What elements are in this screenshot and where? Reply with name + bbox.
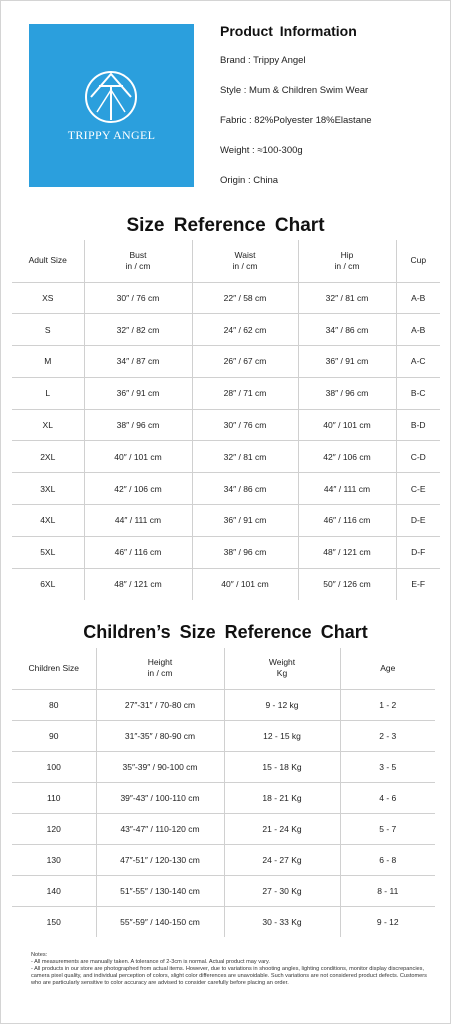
children-header-text: Weight	[268, 657, 296, 668]
adult-header-text: Bust	[129, 249, 147, 260]
children-header-text: in / cm	[147, 668, 173, 679]
children-table-cell: 24 - 27 Kg	[224, 844, 340, 875]
children-table-cell: 90	[12, 720, 96, 751]
adult-table-cell: 44″ / 111 cm	[84, 505, 192, 537]
adult-table-cell: 38″ / 96 cm	[84, 409, 192, 441]
children-chart-title: Children’s Size Reference Chart	[83, 622, 368, 642]
adult-table-cell: 34″ / 87 cm	[84, 346, 192, 378]
children-header-row	[12, 648, 435, 689]
adult-table-cell: C-E	[396, 473, 440, 505]
children-table-cell: 30 - 33 Kg	[224, 906, 340, 937]
children-table-cell: 4 - 6	[340, 782, 435, 813]
adult-table-cell: 24″ / 62 cm	[192, 314, 298, 346]
children-header-text: Children Size	[28, 662, 80, 673]
children-table-cell: 9 - 12 kg	[224, 689, 340, 720]
adult-table-cell: XS	[12, 282, 84, 314]
adult-table-cell: A-C	[396, 346, 440, 378]
children-table-cell: 39″-43″ / 100-110 cm	[96, 782, 224, 813]
notes-block	[31, 952, 436, 987]
adult-table-cell: 6XL	[12, 568, 84, 600]
children-table-cell: 43″-47″ / 110-120 cm	[96, 813, 224, 844]
adult-table-row	[12, 346, 440, 378]
adult-table-cell: A-B	[396, 314, 440, 346]
children-table-cell: 27 - 30 Kg	[224, 875, 340, 906]
children-table-cell: 9 - 12	[340, 906, 435, 937]
adult-table-cell: 5XL	[12, 536, 84, 568]
children-table-cell: 110	[12, 782, 96, 813]
children-table-row	[12, 906, 435, 937]
adult-header-cell	[84, 240, 192, 282]
adult-table-cell: 48″ / 121 cm	[84, 568, 192, 600]
adult-table-cell: 50″ / 126 cm	[298, 568, 396, 600]
children-header-text: Height	[147, 657, 173, 668]
children-header-cell	[96, 648, 224, 689]
notes-heading: Notes:	[31, 952, 48, 958]
children-table-cell: 47″-51″ / 120-130 cm	[96, 844, 224, 875]
adult-table-cell: 40″ / 101 cm	[298, 409, 396, 441]
info-fabric: Fabric : 82%Polyester 18%Elastane	[220, 115, 372, 126]
children-table-row	[12, 782, 435, 813]
adult-table-cell: 36″ / 91 cm	[192, 505, 298, 537]
adult-table-cell: 32″ / 81 cm	[192, 441, 298, 473]
info-style: Style : Mum & Children Swim Wear	[220, 85, 369, 96]
adult-table-row	[12, 377, 440, 409]
adult-table-row	[12, 505, 440, 537]
children-table-cell: 140	[12, 875, 96, 906]
children-size-table	[12, 648, 435, 937]
adult-table-cell: 40″ / 101 cm	[84, 441, 192, 473]
children-table-cell: 12 - 15 kg	[224, 720, 340, 751]
children-table-row	[12, 844, 435, 875]
adult-header-text: in / cm	[125, 260, 151, 271]
adult-header-cell	[396, 240, 440, 282]
children-header-cell	[224, 648, 340, 689]
children-table-cell: 21 - 24 Kg	[224, 813, 340, 844]
adult-table-cell: 34″ / 86 cm	[298, 314, 396, 346]
adult-chart-title: Size Reference Chart	[126, 215, 325, 236]
children-header-cell	[12, 648, 96, 689]
adult-table-cell: S	[12, 314, 84, 346]
adult-table-cell: 46″ / 116 cm	[84, 536, 192, 568]
adult-table-cell: 32″ / 81 cm	[298, 282, 396, 314]
adult-table-cell: D-F	[396, 536, 440, 568]
children-table-cell: 15 - 18 Kg	[224, 751, 340, 782]
children-table-cell: 31″-35″ / 80-90 cm	[96, 720, 224, 751]
adult-table-cell: 22″ / 58 cm	[192, 282, 298, 314]
children-table-cell: 8 - 11	[340, 875, 435, 906]
adult-header-text: Adult Size	[28, 255, 67, 266]
adult-table-cell: 26″ / 67 cm	[192, 346, 298, 378]
adult-table-cell: 48″ / 121 cm	[298, 536, 396, 568]
adult-table-cell: B-C	[396, 377, 440, 409]
children-header-text: Age	[380, 662, 396, 673]
adult-size-table	[12, 240, 440, 600]
adult-header-text: Cup	[410, 255, 427, 266]
adult-table-cell: 36″ / 91 cm	[84, 377, 192, 409]
adult-header-cell	[298, 240, 396, 282]
children-table-cell: 80	[12, 689, 96, 720]
adult-table-row	[12, 536, 440, 568]
adult-table-row	[12, 473, 440, 505]
children-table-row	[12, 813, 435, 844]
adult-table-cell: 2XL	[12, 441, 84, 473]
adult-table-cell: B-D	[396, 409, 440, 441]
notes-line-2: - All products in our store are photographed from actual items. However, due to variations in shooting angles, lighting conditions, monitor display discrepancies, camera pixel quality, and individual perception of colors, slight color differences are unavoidable. Such variations are not considered product defects. Customers who are particularly sensitive to color accuracy are advised to consider carefully before placing an order.	[31, 966, 427, 986]
adult-table-cell: 44″ / 111 cm	[298, 473, 396, 505]
adult-table-cell: 3XL	[12, 473, 84, 505]
adult-table-cell: M	[12, 346, 84, 378]
children-table-row	[12, 751, 435, 782]
product-info-title: Product Information	[220, 23, 357, 39]
adult-header-text: Hip	[340, 249, 354, 260]
adult-table-cell: C-D	[396, 441, 440, 473]
adult-header-cell	[12, 240, 84, 282]
info-brand: Brand : Trippy Angel	[220, 55, 306, 66]
children-table-cell: 5 - 7	[340, 813, 435, 844]
children-table-cell: 27″-31″ / 70-80 cm	[96, 689, 224, 720]
notes-line-1: - All measurements are manually taken. A tolerance of 2-3cm is normal. Actual product may vary.	[31, 959, 270, 965]
adult-table-cell: 38″ / 96 cm	[298, 377, 396, 409]
children-table-row	[12, 720, 435, 751]
adult-table-row	[12, 409, 440, 441]
children-table-cell: 55″-59″ / 140-150 cm	[96, 906, 224, 937]
angel-emblem-icon	[79, 68, 143, 126]
adult-table-row	[12, 282, 440, 314]
adult-table-cell: D-E	[396, 505, 440, 537]
children-table-cell: 2 - 3	[340, 720, 435, 751]
adult-table-cell: 4XL	[12, 505, 84, 537]
adult-table-cell: 32″ / 82 cm	[84, 314, 192, 346]
brand-logo-text: TRIPPY ANGEL	[67, 128, 156, 142]
children-table-cell: 35″-39″ / 90-100 cm	[96, 751, 224, 782]
children-table-cell: 130	[12, 844, 96, 875]
adult-header-text: in / cm	[232, 260, 258, 271]
adult-table-cell: L	[12, 377, 84, 409]
adult-table-cell: 34″ / 86 cm	[192, 473, 298, 505]
children-table-cell: 100	[12, 751, 96, 782]
adult-header-text: in / cm	[334, 260, 360, 271]
brand-logo	[29, 24, 194, 187]
adult-header-text: Waist	[234, 249, 256, 260]
adult-table-cell: 30″ / 76 cm	[84, 282, 192, 314]
children-header-cell	[340, 648, 435, 689]
adult-header-row	[12, 240, 440, 282]
adult-table-cell: 30″ / 76 cm	[192, 409, 298, 441]
info-weight: Weight : ≈100-300g	[220, 145, 303, 156]
adult-table-cell: 36″ / 91 cm	[298, 346, 396, 378]
info-origin: Origin : China	[220, 175, 279, 186]
children-header-text: Kg	[276, 668, 288, 679]
adult-table-cell: 40″ / 101 cm	[192, 568, 298, 600]
adult-table-cell: A-B	[396, 282, 440, 314]
children-table-cell: 51″-55″ / 130-140 cm	[96, 875, 224, 906]
children-table-cell: 120	[12, 813, 96, 844]
adult-table-row	[12, 568, 440, 600]
adult-table-row	[12, 441, 440, 473]
adult-table-cell: 28″ / 71 cm	[192, 377, 298, 409]
adult-header-cell	[192, 240, 298, 282]
adult-table-cell: 38″ / 96 cm	[192, 536, 298, 568]
children-table-cell: 3 - 5	[340, 751, 435, 782]
adult-table-cell: 42″ / 106 cm	[84, 473, 192, 505]
adult-table-row	[12, 314, 440, 346]
adult-table-cell: 46″ / 116 cm	[298, 505, 396, 537]
adult-table-cell: 42″ / 106 cm	[298, 441, 396, 473]
children-table-cell: 150	[12, 906, 96, 937]
children-table-row	[12, 875, 435, 906]
children-table-row	[12, 689, 435, 720]
children-table-cell: 6 - 8	[340, 844, 435, 875]
children-table-cell: 1 - 2	[340, 689, 435, 720]
adult-table-cell: XL	[12, 409, 84, 441]
children-table-cell: 18 - 21 Kg	[224, 782, 340, 813]
adult-table-cell: E-F	[396, 568, 440, 600]
